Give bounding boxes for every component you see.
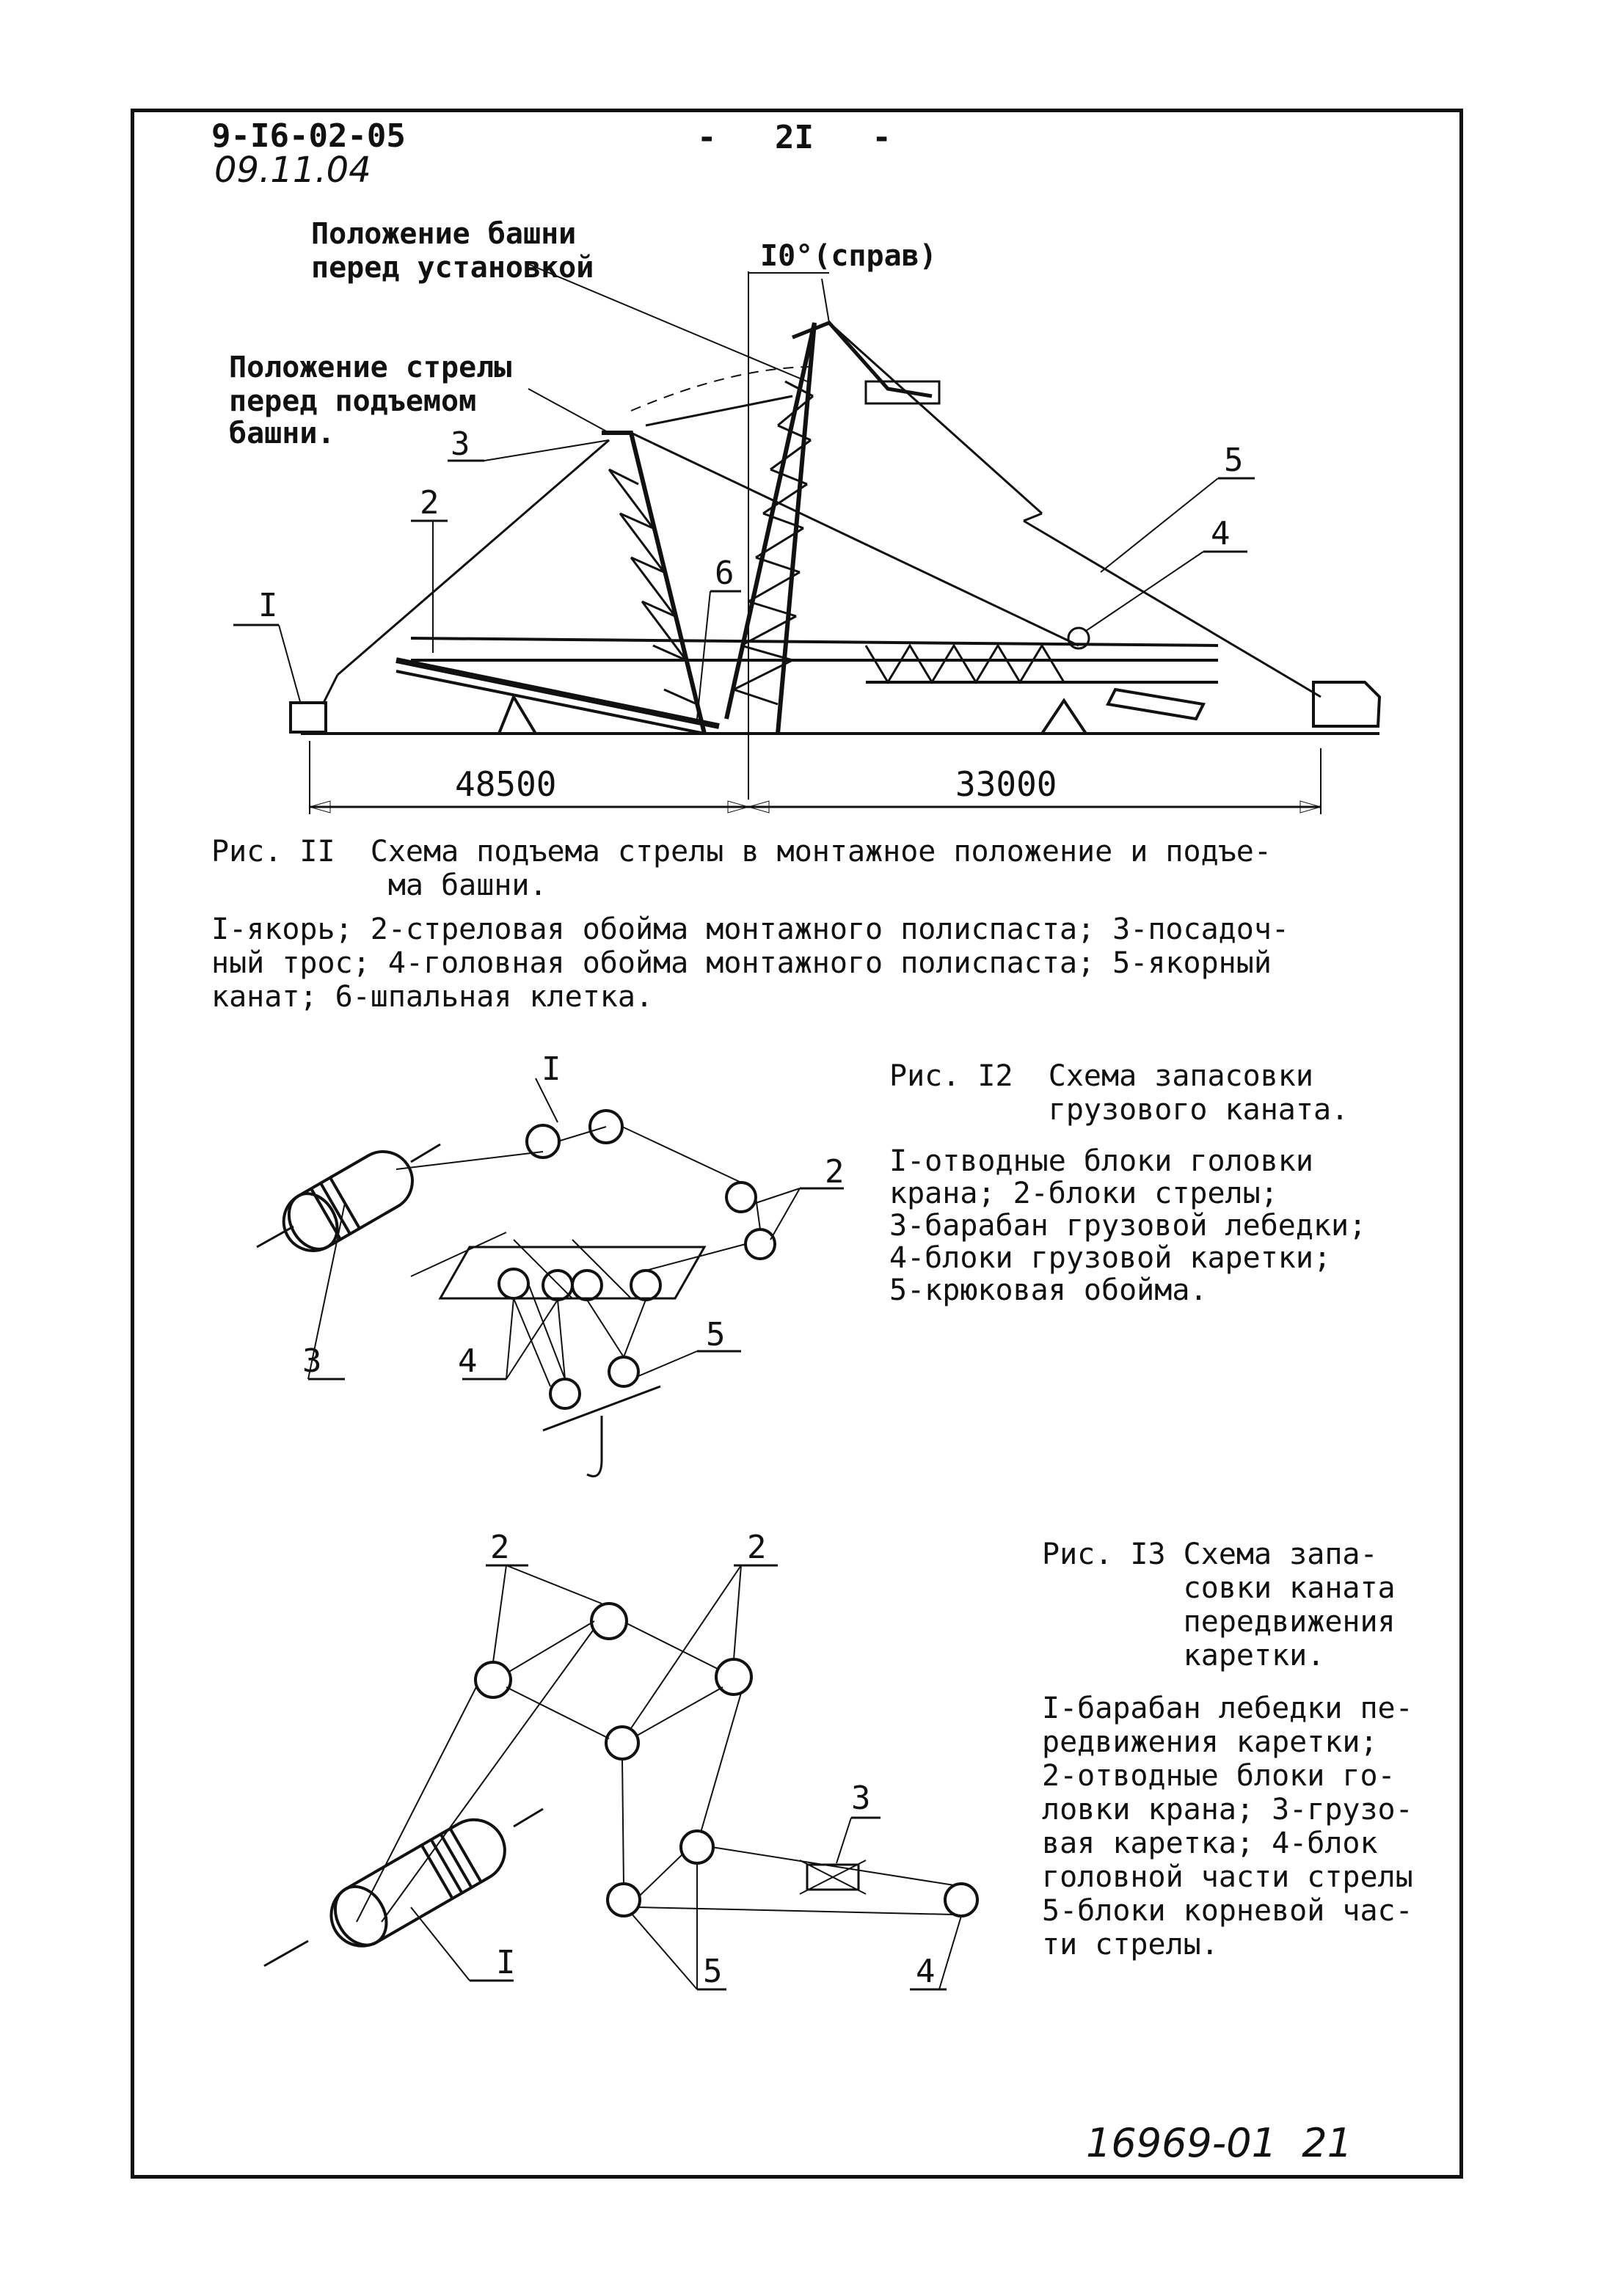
fig11-legend-line-3: канат; 6-шпальная клетка. [211, 980, 654, 1014]
fig12-legend-line-3: 3-барабан грузовой лебедки; [889, 1209, 1367, 1243]
fig11-caption-line-2: ма башни. [211, 869, 547, 902]
callout-3: 3 [451, 425, 470, 463]
callout-5: 5 [1224, 442, 1244, 479]
fig11-caption-line-1: Рис. II Схема подъема стрелы в монтажное положение и подъе- [211, 835, 1272, 869]
fig12-callout-5: 5 [706, 1316, 726, 1353]
boom-position-label-2: перед подъемом [229, 384, 477, 418]
fig13-legend-line-2: редвижения каретки; [1042, 1725, 1378, 1759]
fig13-legend-line-1: I-барабан лебедки пе- [1042, 1692, 1413, 1725]
fig13-legend-line-7: 5-блоки корневой час- [1042, 1894, 1413, 1928]
boom-position-label-1: Положение стрелы [229, 351, 512, 384]
fig13-callout-4: 4 [916, 1953, 936, 1990]
fig12-callout-4: 4 [458, 1342, 478, 1380]
fig11-legend-line-2: ный трос; 4-головная обойма монтажного полиспаста; 5-якорный [211, 946, 1272, 980]
inventory-number: 16969-01 21 [1086, 2120, 1353, 2166]
fig12-caption-line-1: Рис. I2 Схема запасовки [889, 1059, 1313, 1093]
fig12-legend-line-2: крана; 2-блоки стрелы; [889, 1177, 1278, 1210]
drum-1 [320, 1808, 516, 1957]
fig12-callout-1: I [542, 1050, 561, 1088]
fig12-callout-2: 2 [825, 1153, 845, 1191]
callout-6: 6 [715, 555, 734, 592]
callout-1: I [258, 587, 278, 624]
callout-2: 2 [420, 484, 440, 522]
fig13-caption-line-3: передвижения [1042, 1605, 1396, 1639]
fig13-caption-line-1: Рис. I3 Схема запа- [1042, 1538, 1378, 1571]
handwritten-date: 09.11.04 [214, 150, 371, 191]
fig11-legend-line-1: I-якорь; 2-стреловая обойма монтажного полиспаста; 3-посадоч- [211, 913, 1290, 946]
dimension-left: 48500 [455, 764, 557, 804]
page-number: - 2I - [697, 119, 892, 156]
fig12-legend-line-4: 4-блоки грузовой каретки; [889, 1241, 1332, 1275]
fig13-callout-3: 3 [851, 1780, 871, 1817]
fig12-legend-line-1: I-отводные блоки головки [889, 1144, 1313, 1178]
callout-4: 4 [1211, 515, 1231, 552]
fig13-legend-line-8: ти стрелы. [1042, 1928, 1219, 1962]
tower-position-label-2: перед установкой [311, 251, 594, 285]
fig13-callout-2a: 2 [490, 1529, 510, 1566]
boom-position-label-3: башни. [229, 417, 335, 450]
fig13-legend-line-5: вая каретка; 4-блок [1042, 1827, 1378, 1860]
fig13-callout-5: 5 [703, 1953, 723, 1990]
fig13-legend-line-4: ловки крана; 3-грузо- [1042, 1793, 1413, 1827]
fig13-legend-line-3: 2-отводные блоки го- [1042, 1759, 1396, 1793]
fig13-legend-line-6: головной части стрелы [1042, 1860, 1413, 1894]
dimension-right: 33000 [955, 764, 1057, 804]
fig13-callout-1: I [496, 1944, 516, 1981]
fig13-caption-line-2: совки каната [1042, 1571, 1396, 1605]
tower-position-label-1: Положение башни [311, 217, 577, 251]
fig12-callout-3: 3 [302, 1342, 322, 1380]
fig13-caption-line-4: каретки. [1042, 1639, 1325, 1672]
document-code: 9-I6-02-05 [211, 117, 406, 155]
angle-label: I0°(справ) [760, 239, 937, 273]
fig13-callout-2b: 2 [747, 1529, 767, 1566]
fig12-legend-line-5: 5-крюковая обойма. [889, 1273, 1208, 1307]
fig12-caption-line-2: грузового каната. [889, 1093, 1349, 1127]
